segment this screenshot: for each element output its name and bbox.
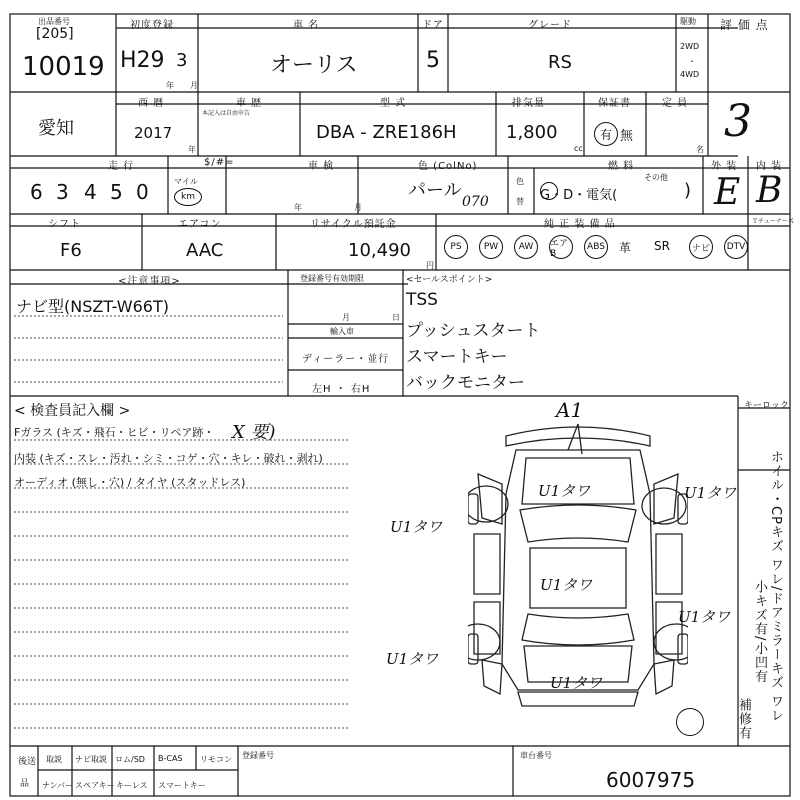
recycle-value: 10,490: [348, 240, 411, 261]
inspector-line-3: オーディオ (無し・穴) / タイヤ (スタッドレス): [14, 476, 246, 489]
history-note: 本記入は自由申告: [202, 110, 251, 117]
mileage-digit-2: 3: [56, 180, 69, 204]
inspection-year-unit: 年: [294, 203, 302, 212]
shift-label: シフト: [48, 219, 81, 230]
import-dealer: ディーラー・並行: [302, 354, 390, 365]
exterior-label: 外 装: [711, 161, 738, 172]
month-unit: 月: [190, 81, 198, 90]
diagram-mark-rear-right: U1タワ: [678, 608, 731, 626]
shift-value: F6: [60, 240, 82, 261]
import-label: 輸入車: [330, 327, 354, 336]
doc-item-rom-sd: ロム/SD: [115, 755, 145, 764]
lot-number-small: [205]: [36, 26, 74, 42]
model-year: 2017: [134, 124, 173, 142]
lot-number: 10019: [22, 52, 105, 82]
diagram-mark-front: A1: [556, 398, 584, 422]
sales-point-3: スマートキー: [406, 347, 508, 367]
displacement-label: 排気量: [512, 98, 545, 109]
mileage-digit-1: 6: [30, 180, 43, 204]
equipment-item-0: PS: [444, 235, 468, 259]
model-code: DBA - ZRE186H: [316, 122, 457, 143]
drive-dot: ・: [688, 57, 696, 66]
fuel-label: 燃 料: [608, 161, 635, 172]
model-year-unit: 年: [188, 145, 196, 154]
capacity-unit: 名: [696, 145, 704, 154]
first-reg-year: H29: [120, 48, 165, 73]
chassis-label: 車台番号: [520, 751, 552, 760]
equipment-item-8: DTV: [724, 235, 748, 259]
mileage-digit-5: 0: [136, 180, 149, 204]
grade-value: RS: [548, 52, 572, 73]
sales-points-label: <セールスポイント>: [406, 275, 493, 285]
diagram-mark-front-right: U1タワ: [684, 484, 737, 502]
auction-sheet: [8, 4, 792, 798]
inspection-label: 車 検: [308, 161, 335, 172]
equipment-item-3: エアB: [549, 235, 573, 259]
warranty-label: 保証書: [598, 98, 631, 109]
first-reg-month: 3: [176, 50, 188, 71]
doc-item-number: ナンバー: [42, 781, 74, 790]
doc-item-smart-key: スマートキー: [158, 781, 206, 790]
history-label: 車 歴: [236, 98, 263, 109]
inspector-line-1-mark: X 要): [232, 422, 276, 443]
km-circled: km: [174, 188, 202, 206]
docs-label-1: 後送: [18, 757, 37, 767]
fuel-close-paren: ): [684, 180, 692, 201]
equipment-item-4: ABS: [584, 235, 608, 259]
doc-item-remote: リモコン: [200, 755, 232, 764]
keylock-label: キーロック: [744, 401, 789, 411]
warranty-yes: 有: [594, 122, 618, 146]
diagram-mark-front-left: U1タワ: [390, 518, 443, 536]
fuel-options: G・D・電気(: [540, 188, 618, 203]
displacement: 1,800: [506, 122, 558, 143]
reg-expiry-month: 月: [342, 313, 350, 322]
color-number: 070: [462, 194, 489, 210]
interior-label: 内 装: [756, 161, 783, 172]
inspector-line-2: 内装 (キズ・スレ・汚れ・シミ・コゲ・穴・キレ・破れ・剥れ): [14, 452, 323, 465]
equipment-item-1: PW: [479, 235, 503, 259]
doors-label: ドア: [422, 20, 444, 31]
caution-label: <注意事項>: [118, 276, 181, 287]
year-label: 西 暦: [138, 98, 165, 109]
equipment-label: 純 正 装 備 品: [544, 219, 616, 230]
diagram-mark-hood: U1タワ: [538, 482, 591, 500]
equipment-item-5: 革: [619, 241, 632, 255]
recycle-label: リサイクル預託金: [310, 219, 397, 230]
yen-unit: 円: [426, 261, 434, 270]
sales-point-4: バックモニター: [406, 373, 525, 393]
cc-unit: cc: [574, 144, 583, 153]
caution-text: ナビ型(NSZT-W66T): [16, 297, 169, 316]
doc-item-keyless: キーレス: [116, 781, 148, 790]
car-name: オーリス: [270, 53, 358, 78]
grade-label: グレード: [528, 20, 572, 31]
ac-label: エアコン: [178, 219, 222, 230]
color-change-label-1: 色: [516, 177, 524, 186]
diagram-mark-rear-left: U1タワ: [386, 650, 439, 668]
color-value: パール: [408, 180, 462, 201]
sales-point-2: プッシュスタート: [406, 321, 541, 341]
score-label: 評 価 点: [720, 18, 769, 32]
mileage-label: 走 行: [108, 161, 135, 172]
side-text-1: ホイル・CPキズ ワレ/ドアミラーキズ ワレ: [768, 450, 783, 723]
reg-expiry-label: 登録番号有効期限: [300, 274, 364, 283]
interior-grade: B: [756, 170, 783, 211]
color-change-label-2: 替: [516, 197, 524, 206]
chassis-number: 6007975: [606, 768, 696, 792]
capacity-label: 定 員: [662, 98, 689, 109]
year-unit: 年: [166, 81, 174, 90]
equipment-item-2: AW: [514, 235, 538, 259]
doc-item-nav-manual: ナビ取説: [75, 755, 107, 764]
inspector-title: < 検査員記入欄 >: [14, 403, 131, 419]
doc-item-manual: 取説: [46, 755, 62, 764]
score-value: 3: [724, 96, 752, 147]
drive-label: 駆動: [680, 17, 696, 26]
car-damage-diagram: [468, 414, 688, 714]
equipment-item-6: SR: [654, 239, 670, 253]
equipment-item-7: ナビ: [689, 235, 713, 259]
dollar-label: $/#=: [204, 157, 235, 168]
mileage-digit-3: 4: [84, 180, 97, 204]
drive-2wd: 2WD: [680, 42, 700, 51]
side-text-2: 小キズ有/小凹有: [752, 580, 767, 684]
first-reg-label: 初度登録: [130, 20, 174, 31]
warranty-no: 無: [620, 129, 634, 144]
mile-label: マイル: [174, 177, 198, 186]
lot-number-label: 出品番号: [38, 17, 70, 26]
mileage-digit-4: 5: [110, 180, 123, 204]
fuel-other-label: その他: [644, 173, 668, 182]
doc-item-bcas: B-CAS: [158, 754, 183, 763]
sales-point-1: TSS: [406, 290, 438, 310]
reg-number-label: 登録番号: [242, 751, 274, 760]
tuner-label: Ｔチューナー名: [752, 218, 794, 225]
diagram-mark-trunk: U1タワ: [550, 674, 603, 692]
inspection-month-unit: 月: [354, 203, 362, 212]
reg-expiry-day: 日: [392, 313, 400, 322]
car-name-label: 車 名: [293, 20, 320, 31]
model-label: 型 式: [380, 98, 407, 109]
ac-value: AAC: [186, 240, 224, 261]
doors-value: 5: [426, 48, 440, 73]
inspector-line-1: Fガラス (キズ・飛石・ヒビ・リペア跡・: [14, 426, 215, 439]
docs-label-2: 品: [20, 779, 30, 789]
diagram-mark-roof: U1タワ: [540, 576, 593, 594]
import-handle: 左H ・ 右H: [312, 384, 371, 395]
fuel-gasoline-circle: [540, 182, 558, 200]
color-label: 色 (ColNo): [418, 161, 478, 172]
doc-item-spare-key: スペアキー: [75, 781, 115, 790]
exterior-grade: E: [714, 172, 741, 213]
spare-tire-icon: [676, 708, 704, 736]
region: 愛知: [38, 118, 74, 139]
side-text-3: 補修有: [736, 698, 751, 740]
drive-4wd: 4WD: [680, 70, 700, 79]
